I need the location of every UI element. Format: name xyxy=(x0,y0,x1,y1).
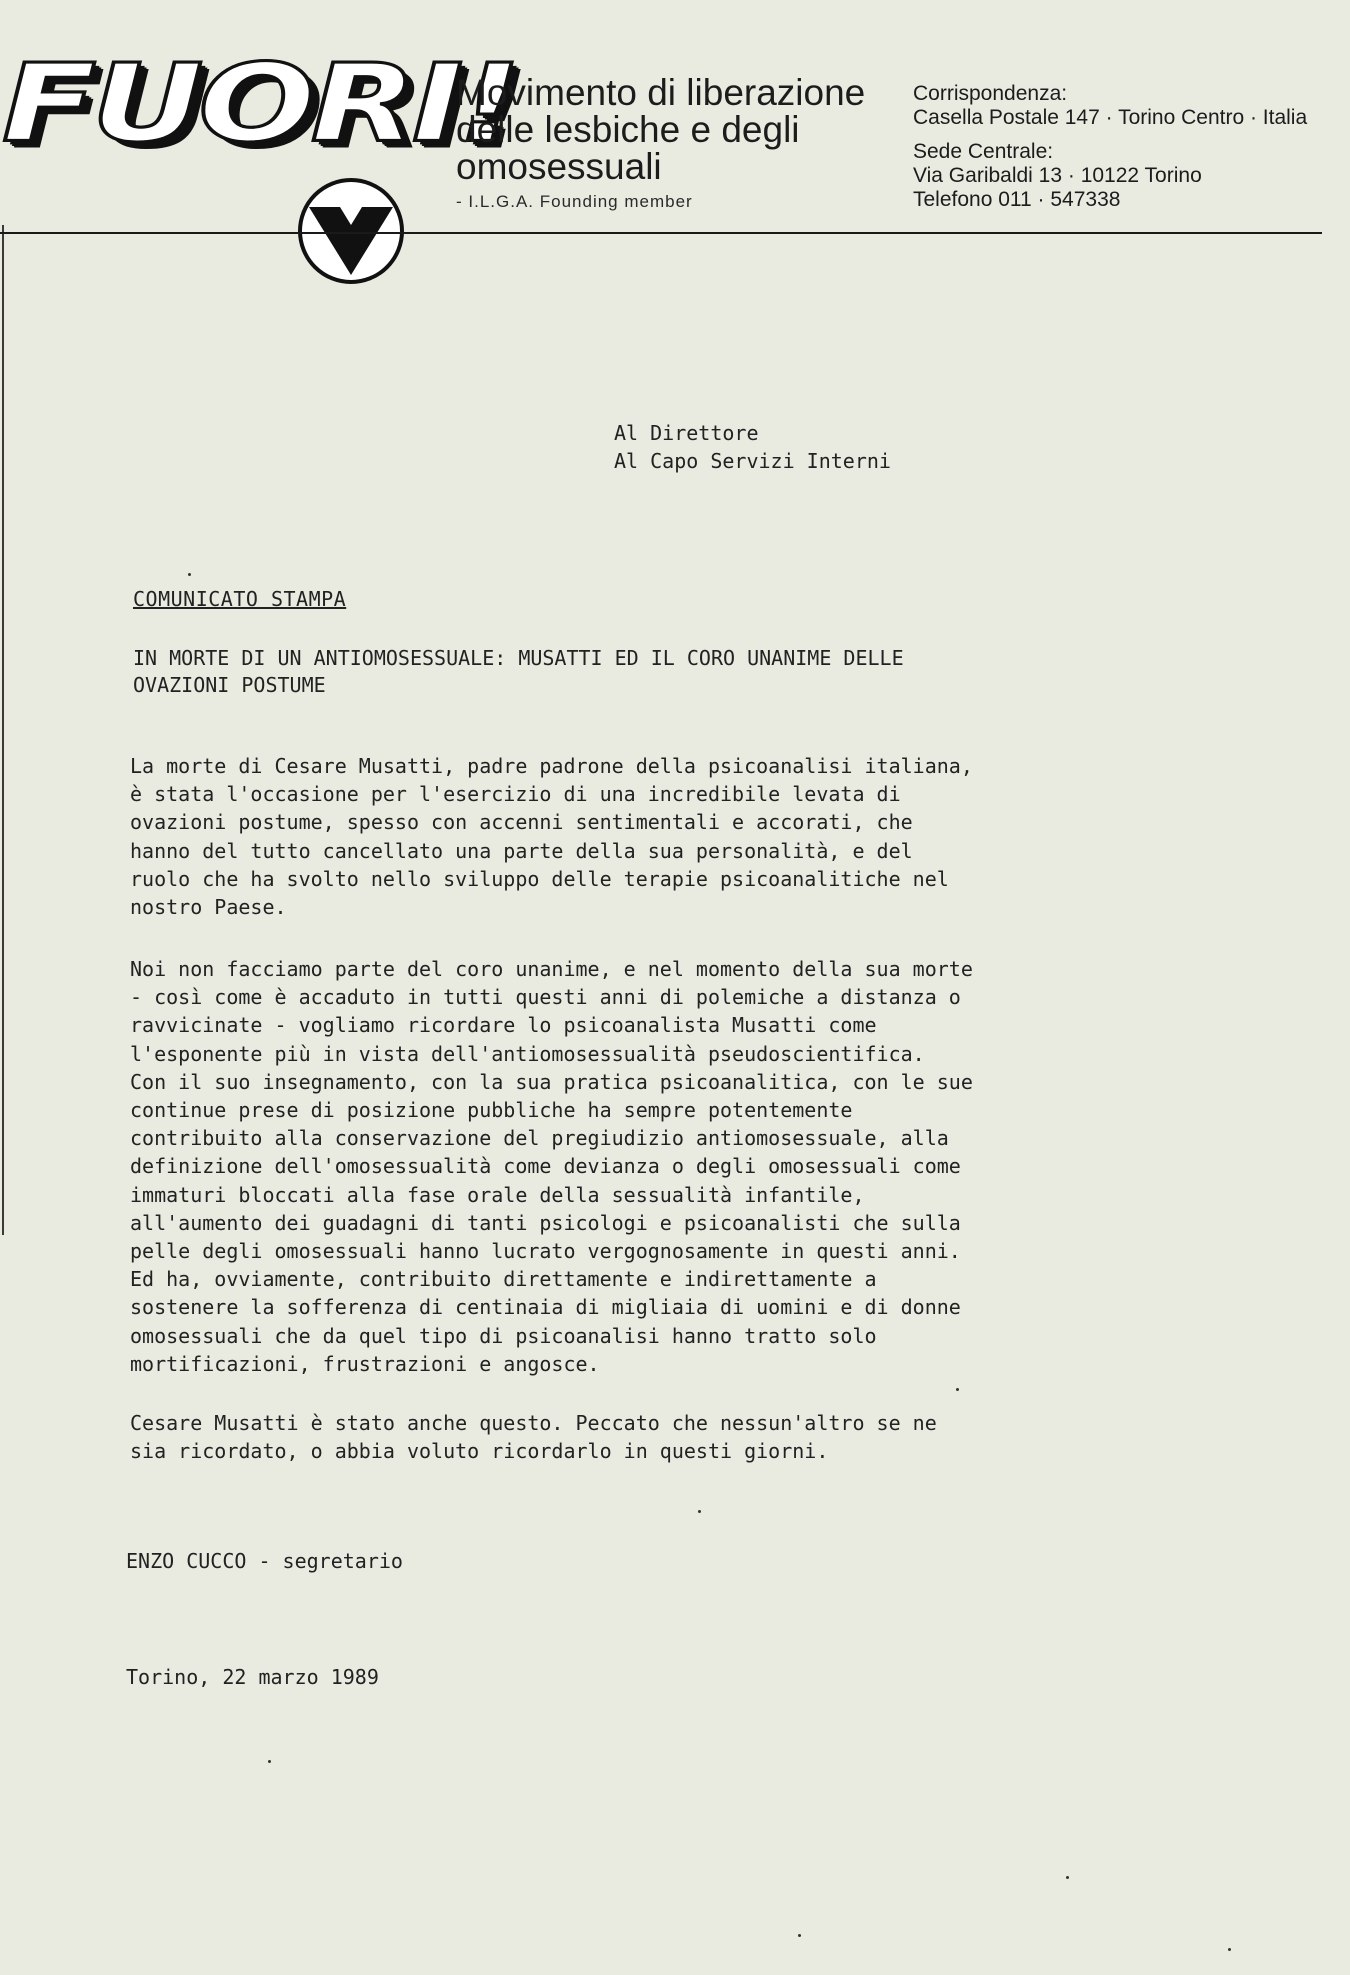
membership-note: - I.L.G.A. Founding member xyxy=(456,192,693,211)
paper-speck xyxy=(798,1934,801,1937)
paper-speck xyxy=(1066,1876,1069,1879)
place-date-line: Torino, 22 marzo 1989 xyxy=(126,1665,379,1689)
contact-block xyxy=(913,82,1307,212)
recipient-line: Al Capo Servizi Interni xyxy=(614,449,891,473)
organization-name xyxy=(456,74,896,185)
letterhead-divider xyxy=(0,232,1322,234)
organization-name-line: Movimento di liberazione xyxy=(456,72,866,113)
recipients-block xyxy=(614,419,891,475)
paper-speck xyxy=(956,1388,959,1391)
press-release-label: COMUNICATO STAMPA xyxy=(133,587,347,611)
paper-speck xyxy=(188,573,191,576)
body-paragraph: La morte di Cesare Musatti, padre padrone della psicoanalisi italiana, è stata l'occasione per l'esercizio di una incredibile levata di ovazioni postume, spesso con accenni sentimentali e accorati, che hanno del tutto cancellato una parte della sua personalità, e del ruolo che ha svolto nello sviluppo delle terapie psicoanalitiche nel nostro Paese. xyxy=(130,754,973,920)
paper-speck xyxy=(698,1510,701,1513)
body-paragraph: Noi non facciamo parte del coro unanime, e nel momento della sua morte - così come è accaduto in tutti questi anni di polemiche a distanza o ravvicinate - vogliamo ricordare lo psicoanalista Musatti come l'esponente più in vista dell'antiomosessualità pseudoscientifica. Con il suo insegnamento, con la sua pratica psicoanalitica, con le sue continue prese di posizione pubbliche ha sempre potentemente contribuito alla conservazione del pregiudizio antiomosessuale, alla definizione dell'omosessualità come devianza o degli omosessuali come immaturi bloccati alla fase orale della sessualità infantile, all'aumento dei guadagni di tanti psicologi e psicoanalisti che sulla pelle degli omosessuali hanno lucrato vergognosamente in questi anni. Ed ha, ovviamente, contribuito direttamente e indirettamente a sostenere la sofferenza di centinaia di migliaia di uomini e di donne omosessuali che da quel tipo di psicoanalisi hanno tratto solo mortificazioni, frustrazioni e angosce. xyxy=(130,957,973,1376)
recipient-line: Al Direttore xyxy=(614,421,759,445)
correspondence-label: Corrispondenza: xyxy=(913,82,1068,105)
organization-name-line: omosessuali xyxy=(456,146,662,187)
headquarters-label: Sede Centrale: xyxy=(913,140,1054,163)
paper-speck xyxy=(1228,1948,1231,1951)
signature-line: ENZO CUCCO - segretario xyxy=(126,1549,403,1573)
paper-speck xyxy=(268,1760,271,1763)
headquarters-address: Via Garibaldi 13 · 10122 Torino xyxy=(913,164,1202,187)
correspondence-address: Casella Postale 147 · Torino Centro · Italia xyxy=(913,106,1308,129)
body-paragraph: Cesare Musatti è stato anche questo. Peccato che nessun'altro se ne sia ricordato, o abbia voluto ricordarlo in questi giorni. xyxy=(130,1411,937,1464)
page-edge xyxy=(2,225,4,1235)
contact-spacer xyxy=(913,130,1307,140)
phone-number: Telefono 011 · 547338 xyxy=(913,188,1121,211)
logo-wordmark: FUORI! xyxy=(2,40,517,167)
organization-name-line: delle lesbiche e degli xyxy=(456,109,800,150)
logo-emblem-icon xyxy=(284,177,418,285)
headline: IN MORTE DI UN ANTIOMOSESSUALE: MUSATTI ED IL CORO UNANIME DELLE OVAZIONI POSTUME xyxy=(133,646,904,697)
